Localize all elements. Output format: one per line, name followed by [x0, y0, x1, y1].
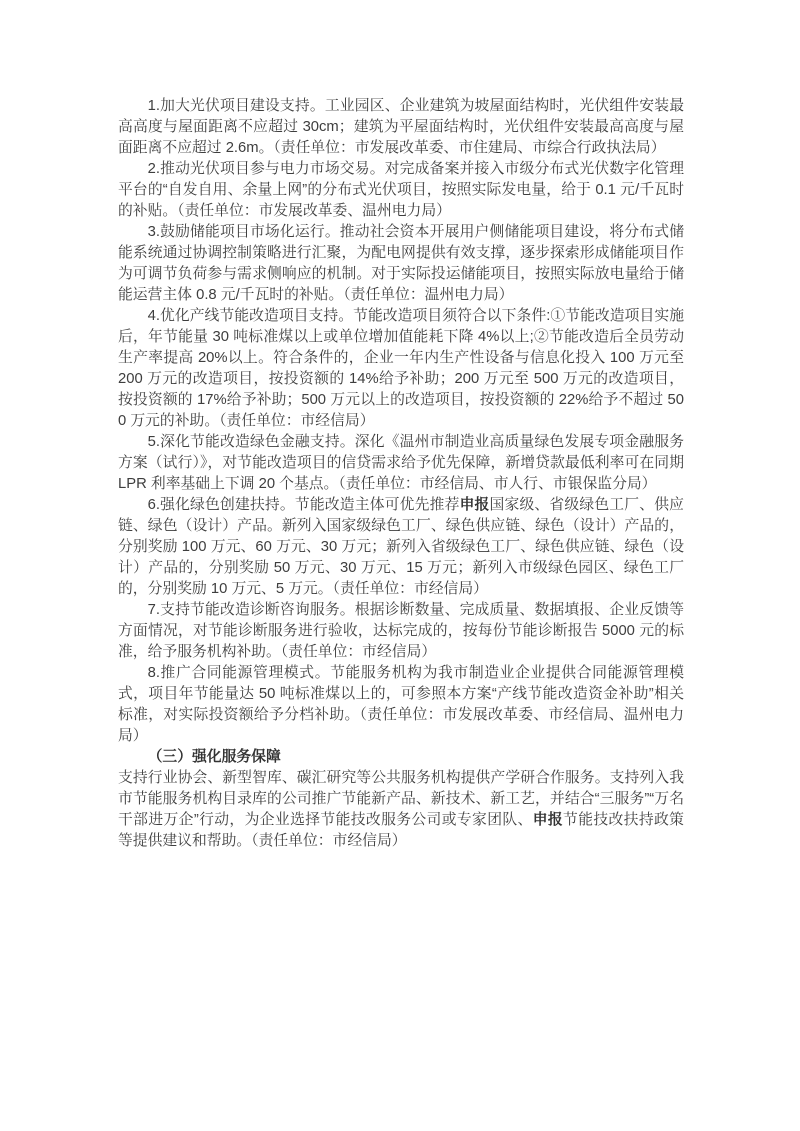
section-heading: （三）强化服务保障 — [147, 749, 281, 765]
policy-item-8: 8.推广合同能源管理模式。节能服务机构为我市制造业企业提供合同能源管理模式，项目年节能量达 50 吨标准煤以上的，可参照本方案“产线节能改造资金补助”相关标准，对实际投资额给予分档补助。（责任单位：市发展改革委、市经信局、温州电力局） — [118, 665, 684, 744]
policy-item-6: 6.强化绿色创建扶持。节能改造主体可优先推荐申报国家级、省级绿色工厂、供应链、绿色（设计）产品。新列入国家级绿色工厂、绿色供应链、绿色（设计）产品的，分别奖励 100 万元、60 万元、30 万元；新列入省级绿色工厂、绿色供应链、绿色（设计）产品的，分别奖励 50 万元、30 万元、15 万元；新列入市级绿色园区、绿色工厂的，分别奖励 10 万元、5 万元。（责任单位：市经信局） — [118, 497, 684, 597]
policy-item-7: 7.支持节能改造诊断咨询服务。根据诊断数量、完成质量、数据填报、企业反馈等方面情况，对节能诊断服务进行验收，达标完成的，按每份节能诊断报告 5000 元的标准，给予服务机构补助。（责任单位：市经信局） — [118, 602, 684, 660]
policy-item-4: 4.优化产线节能改造项目支持。节能改造项目须符合以下条件:①节能改造项目实施后，年节能量 30 吨标准煤以上或单位增加值能耗下降 4%以上;②节能改造后全员劳动生产率提高 20%以上。符合条件的，企业一年内生产性设备与信息化投入 100 万元至 200 万元的改造项目，按投资额的 14%给予补助；200 万元至 500 万元的改造项目，按投资额的 17%给予补助；500 万元以上的改造项目，按投资额的 22%给予不超过 500 万元的补助。（责任单位：市经信局） — [118, 308, 684, 429]
policy-item-2: 2.推动光伏项目参与电力市场交易。对完成备案并接入市级分布式光伏数字化管理平台的“自发自用、余量上网”的分布式光伏项目，按照实际发电量，给于 0.1 元/千瓦时的补贴。（责任单位：市发展改革委、温州电力局） — [118, 161, 684, 219]
document-body — [118, 96, 684, 852]
policy-item-1: 1.加大光伏项目建设支持。工业园区、企业建筑为坡屋面结构时，光伏组件安装最高高度与屋面距离不应超过 30cm；建筑为平屋面结构时，光伏组件安装最高高度与屋面距离不应超过 2.6m。（责任单位：市发展改革委、市住建局、市综合行政执法局） — [118, 98, 684, 156]
policy-item-5: 5.深化节能改造绿色金融支持。深化《温州市制造业高质量绿色发展专项金融服务方案（试行）》，对节能改造项目的信贷需求给予优先保障，新增贷款最低利率可在同期 LPR 利率基础上下调 20 个基点。（责任单位：市经信局、市人行、市银保监分局） — [118, 434, 684, 492]
policy-item-3: 3.鼓励储能项目市场化运行。推动社会资本开展用户侧储能项目建设，将分布式储能系统通过协调控制策略进行汇聚，为配电网提供有效支撑，逐步探索形成储能项目作为可调节负荷参与需求侧响应的机制。对于实际投运储能项目，按照实际放电量给于储能运营主体 0.8 元/千瓦时的补贴。（责任单位：温州电力局） — [118, 224, 684, 303]
service-support-paragraph: 支持行业协会、新型智库、碳汇研究等公共服务机构提供产学研合作服务。支持列入我市节能服务机构目录库的公司推广节能新产品、新技术、新工艺，并结合“三服务”“万名干部进万企”行动，为企业选择节能技改服务公司或专家团队、申报节能技改扶持政策等提供建议和帮助。（责任单位：市经信局） — [118, 770, 684, 849]
